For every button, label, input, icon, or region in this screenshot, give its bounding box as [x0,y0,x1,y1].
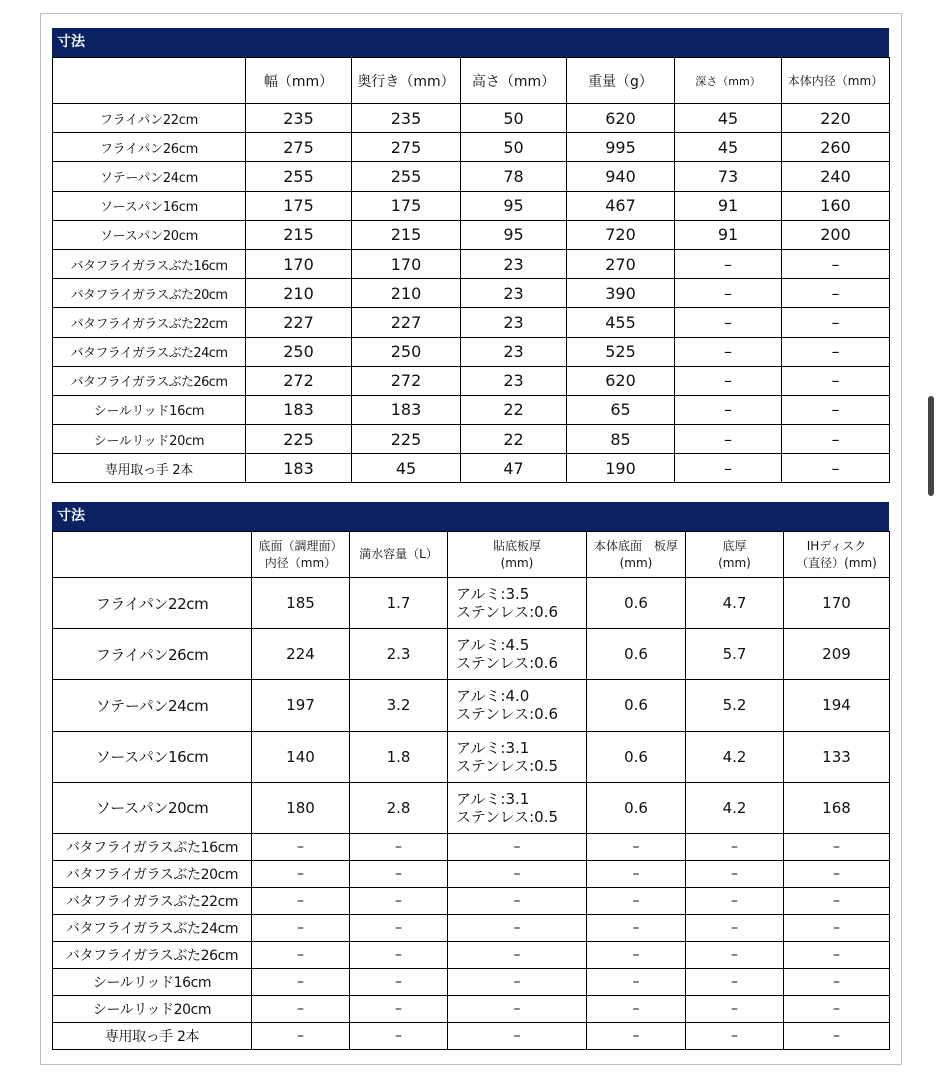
table-cell: – [784,914,890,941]
table-cell: – [252,995,350,1022]
plate-aluminum: アルミ:4.0 [456,687,530,706]
table-cell: 2.8 [350,782,448,833]
table-row [53,454,890,483]
table-row [53,578,890,629]
table-cell: – [675,308,782,337]
table-1-grid [52,57,890,483]
table-row [53,249,890,278]
row-label: シールリッド20cm [53,995,252,1022]
table-cell: – [587,941,686,968]
table-cell: 73 [675,162,782,191]
table-cell: – [675,337,782,366]
plate-stainless: ステンレス:0.5 [456,807,559,826]
table-cell: 227 [352,308,461,337]
header-cell: 底厚 (mm) [686,532,784,578]
table-row [53,860,890,887]
plate-stainless: ステンレス:0.6 [456,705,559,724]
table-cell: – [686,995,784,1022]
plate-aluminum: アルミ:3.5 [456,585,530,604]
table-cell: 940 [567,162,675,191]
table-cell: 4.7 [686,578,784,629]
table-cell: – [675,366,782,395]
table-cell: 200 [782,220,890,249]
table-row [53,104,890,133]
table-cell: 1.8 [350,731,448,782]
table-cell: 160 [782,191,890,220]
row-label: フライパン22cm [53,104,246,133]
table-cell: – [686,941,784,968]
header-cell: 満水容量（L） [350,532,448,578]
table-cell: 22 [461,425,567,454]
table-2-header-row [53,532,890,578]
table-cell: 225 [352,425,461,454]
table-cell: 455 [567,308,675,337]
table-cell: 220 [782,104,890,133]
header-cell: 本体内径（mm） [782,58,890,104]
table-cell: – [587,914,686,941]
table-row [53,191,890,220]
table-cell: 260 [782,133,890,162]
table-1-title: 寸法 [52,28,889,57]
table-cell: 197 [252,680,350,731]
table-cell: – [782,425,890,454]
row-label: バタフライガラスぶた16cm [53,833,252,860]
table-row [53,995,890,1022]
table-cell: – [675,454,782,483]
header-cell: 幅（mm） [246,58,352,104]
table-cell: 272 [352,366,461,395]
row-label: シールリッド20cm [53,425,246,454]
table-cell: 23 [461,366,567,395]
table-cell: 3.2 [350,680,448,731]
table-cell: 170 [352,249,461,278]
table-cell: – [686,914,784,941]
table-row [53,782,890,833]
table-cell: – [675,279,782,308]
table-cell: 190 [567,454,675,483]
table-cell: 0.6 [587,629,686,680]
table-cell: 209 [784,629,890,680]
table-row [53,833,890,860]
table-cell: 194 [784,680,890,731]
table-cell: 2.3 [350,629,448,680]
table-cell: 240 [782,162,890,191]
header-cell [53,58,246,104]
table-cell: – [686,860,784,887]
plate-stainless: ステンレス:0.5 [456,756,559,775]
table-cell: – [587,968,686,995]
table-cell: 23 [461,279,567,308]
table-cell: 50 [461,104,567,133]
row-label: バタフライガラスぶた26cm [53,366,246,395]
table-cell: – [784,833,890,860]
table-cell: 65 [567,395,675,424]
table-cell: 225 [246,425,352,454]
table-cell: 23 [461,308,567,337]
table-cell: 45 [675,104,782,133]
table-cell: – [448,860,587,887]
table-cell: – [252,860,350,887]
header-cell: 貼底板厚 (mm) [448,532,587,578]
table-row [53,133,890,162]
header-cell: 深さ（mm） [675,58,782,104]
table-cell: 0.6 [587,578,686,629]
plate-stainless: ステンレス:0.6 [456,654,559,673]
table-cell: – [350,1022,448,1049]
header-cell: 高さ（mm） [461,58,567,104]
table-cell: – [350,995,448,1022]
table-cell: 170 [784,578,890,629]
table-cell: 215 [352,220,461,249]
row-label: ソースパン20cm [53,782,252,833]
table-cell: – [675,425,782,454]
table-cell: – [350,833,448,860]
table-row [53,629,890,680]
table-cell: – [252,887,350,914]
table-cell: 227 [246,308,352,337]
plate-aluminum: アルミ:3.1 [456,738,530,757]
table-row [53,887,890,914]
table-cell: 168 [784,782,890,833]
row-label: バタフライガラスぶた20cm [53,860,252,887]
row-label: フライパン26cm [53,133,246,162]
table-row [53,279,890,308]
table-cell: 255 [352,162,461,191]
table-cell: – [782,395,890,424]
table-cell: 275 [246,133,352,162]
row-label: バタフライガラスぶた20cm [53,279,246,308]
table-cell: – [686,1022,784,1049]
table-cell: – [784,860,890,887]
table-cell: – [587,833,686,860]
table-cell: – [252,941,350,968]
table-row [53,220,890,249]
table-cell: – [350,941,448,968]
table-cell: – [448,887,587,914]
table-cell: – [782,249,890,278]
table-cell: – [784,941,890,968]
table-cell: 4.2 [686,782,784,833]
header-cell: 奥行き（mm） [352,58,461,104]
table-cell: – [587,887,686,914]
table-cell: 0.6 [587,680,686,731]
table-cell: – [782,454,890,483]
table-cell: 275 [352,133,461,162]
row-label: バタフライガラスぶた24cm [53,337,246,366]
plate-aluminum: アルミ:4.5 [456,636,530,655]
table-cell: 215 [246,220,352,249]
table-cell: 170 [246,249,352,278]
table-cell: 210 [352,279,461,308]
table-cell: – [784,995,890,1022]
row-label: ソテーパン24cm [53,162,246,191]
plate-stainless: ステンレス:0.6 [456,603,559,622]
table-cell: 0.6 [587,731,686,782]
table-cell: 995 [567,133,675,162]
table-cell: 95 [461,220,567,249]
table-row [53,968,890,995]
table-cell: – [686,968,784,995]
row-label: ソースパン16cm [53,191,246,220]
table-cell: – [252,914,350,941]
row-label: ソースパン20cm [53,220,246,249]
dimensions-table-1 [52,28,889,483]
row-label: バタフライガラスぶた24cm [53,914,252,941]
table-cell: 250 [246,337,352,366]
table-row [53,395,890,424]
table-cell: – [782,279,890,308]
table-cell: 620 [567,104,675,133]
table-cell: 45 [675,133,782,162]
table-cell: – [782,366,890,395]
table-cell: 525 [567,337,675,366]
row-label: ソースパン16cm [53,731,252,782]
table-row [53,941,890,968]
table-cell: 0.6 [587,782,686,833]
table-cell: – [252,968,350,995]
table-cell: – [350,968,448,995]
table-cell: 91 [675,220,782,249]
plate-thickness-cell [448,629,587,680]
scrollbar-thumb[interactable] [928,396,934,496]
plate-thickness-cell [448,782,587,833]
row-label: バタフライガラスぶた22cm [53,887,252,914]
header-cell: 底面（調理面） 内径（mm） [252,532,350,578]
table-cell: 175 [352,191,461,220]
table-cell: 133 [784,731,890,782]
table-cell: 390 [567,279,675,308]
table-cell: 185 [252,578,350,629]
table-cell: 5.7 [686,629,784,680]
table-cell: – [675,249,782,278]
row-label: バタフライガラスぶた26cm [53,941,252,968]
table-cell: – [587,1022,686,1049]
table-cell: 140 [252,731,350,782]
header-cell [53,532,252,578]
row-label: バタフライガラスぶた16cm [53,249,246,278]
table-row [53,731,890,782]
plate-thickness-cell [448,731,587,782]
table-cell: 255 [246,162,352,191]
table-cell: 183 [352,395,461,424]
table-cell: – [784,1022,890,1049]
table-cell: 5.2 [686,680,784,731]
table-cell: 235 [352,104,461,133]
plate-thickness-cell [448,680,587,731]
row-label: 専用取っ手 2本 [53,1022,252,1049]
table-2-title: 寸法 [52,502,889,531]
table-cell: – [784,887,890,914]
table-cell: – [350,860,448,887]
header-cell: IHディスク （直径）(mm) [784,532,890,578]
table-cell: 183 [246,454,352,483]
row-label: フライパン22cm [53,578,252,629]
row-label: シールリッド16cm [53,968,252,995]
table-cell: 235 [246,104,352,133]
table-cell: 85 [567,425,675,454]
table-cell: – [448,914,587,941]
table-cell: 23 [461,337,567,366]
table-cell: – [350,887,448,914]
table-cell: – [686,833,784,860]
table-cell: 183 [246,395,352,424]
table-cell: – [252,833,350,860]
table-cell: – [448,995,587,1022]
table-row [53,308,890,337]
table-row [53,680,890,731]
table-cell: – [782,308,890,337]
table-cell: 467 [567,191,675,220]
header-cell: 重量（g） [567,58,675,104]
dimensions-table-2 [52,502,889,1050]
table-cell: – [448,968,587,995]
table-cell: 620 [567,366,675,395]
table-cell: – [448,833,587,860]
plate-thickness-cell [448,578,587,629]
table-cell: – [448,1022,587,1049]
table-1-header-row [53,58,890,104]
table-cell: 4.2 [686,731,784,782]
table-row [53,914,890,941]
table-row [53,162,890,191]
header-cell: 本体底面 板厚 (mm) [587,532,686,578]
table-cell: 272 [246,366,352,395]
table-cell: – [675,395,782,424]
table-cell: – [448,941,587,968]
plate-aluminum: アルミ:3.1 [456,789,530,808]
table-cell: 23 [461,249,567,278]
table-cell: 250 [352,337,461,366]
table-row [53,1022,890,1049]
table-cell: – [782,337,890,366]
table-row [53,366,890,395]
row-label: バタフライガラスぶた22cm [53,308,246,337]
table-cell: 175 [246,191,352,220]
row-label: 専用取っ手 2本 [53,454,246,483]
table-cell: 91 [675,191,782,220]
table-cell: 180 [252,782,350,833]
table-cell: 1.7 [350,578,448,629]
row-label: ソテーパン24cm [53,680,252,731]
table-cell: 720 [567,220,675,249]
table-cell: 95 [461,191,567,220]
table-cell: – [686,887,784,914]
table-cell: 45 [352,454,461,483]
table-cell: 224 [252,629,350,680]
table-cell: 78 [461,162,567,191]
table-cell: – [350,914,448,941]
table-cell: – [587,995,686,1022]
table-cell: – [252,1022,350,1049]
table-cell: 270 [567,249,675,278]
table-cell: – [784,968,890,995]
table-cell: 210 [246,279,352,308]
table-cell: 22 [461,395,567,424]
table-cell: – [587,860,686,887]
row-label: シールリッド16cm [53,395,246,424]
table-row [53,425,890,454]
table-row [53,337,890,366]
table-cell: 47 [461,454,567,483]
table-cell: 50 [461,133,567,162]
table-2-grid [52,531,890,1050]
row-label: フライパン26cm [53,629,252,680]
